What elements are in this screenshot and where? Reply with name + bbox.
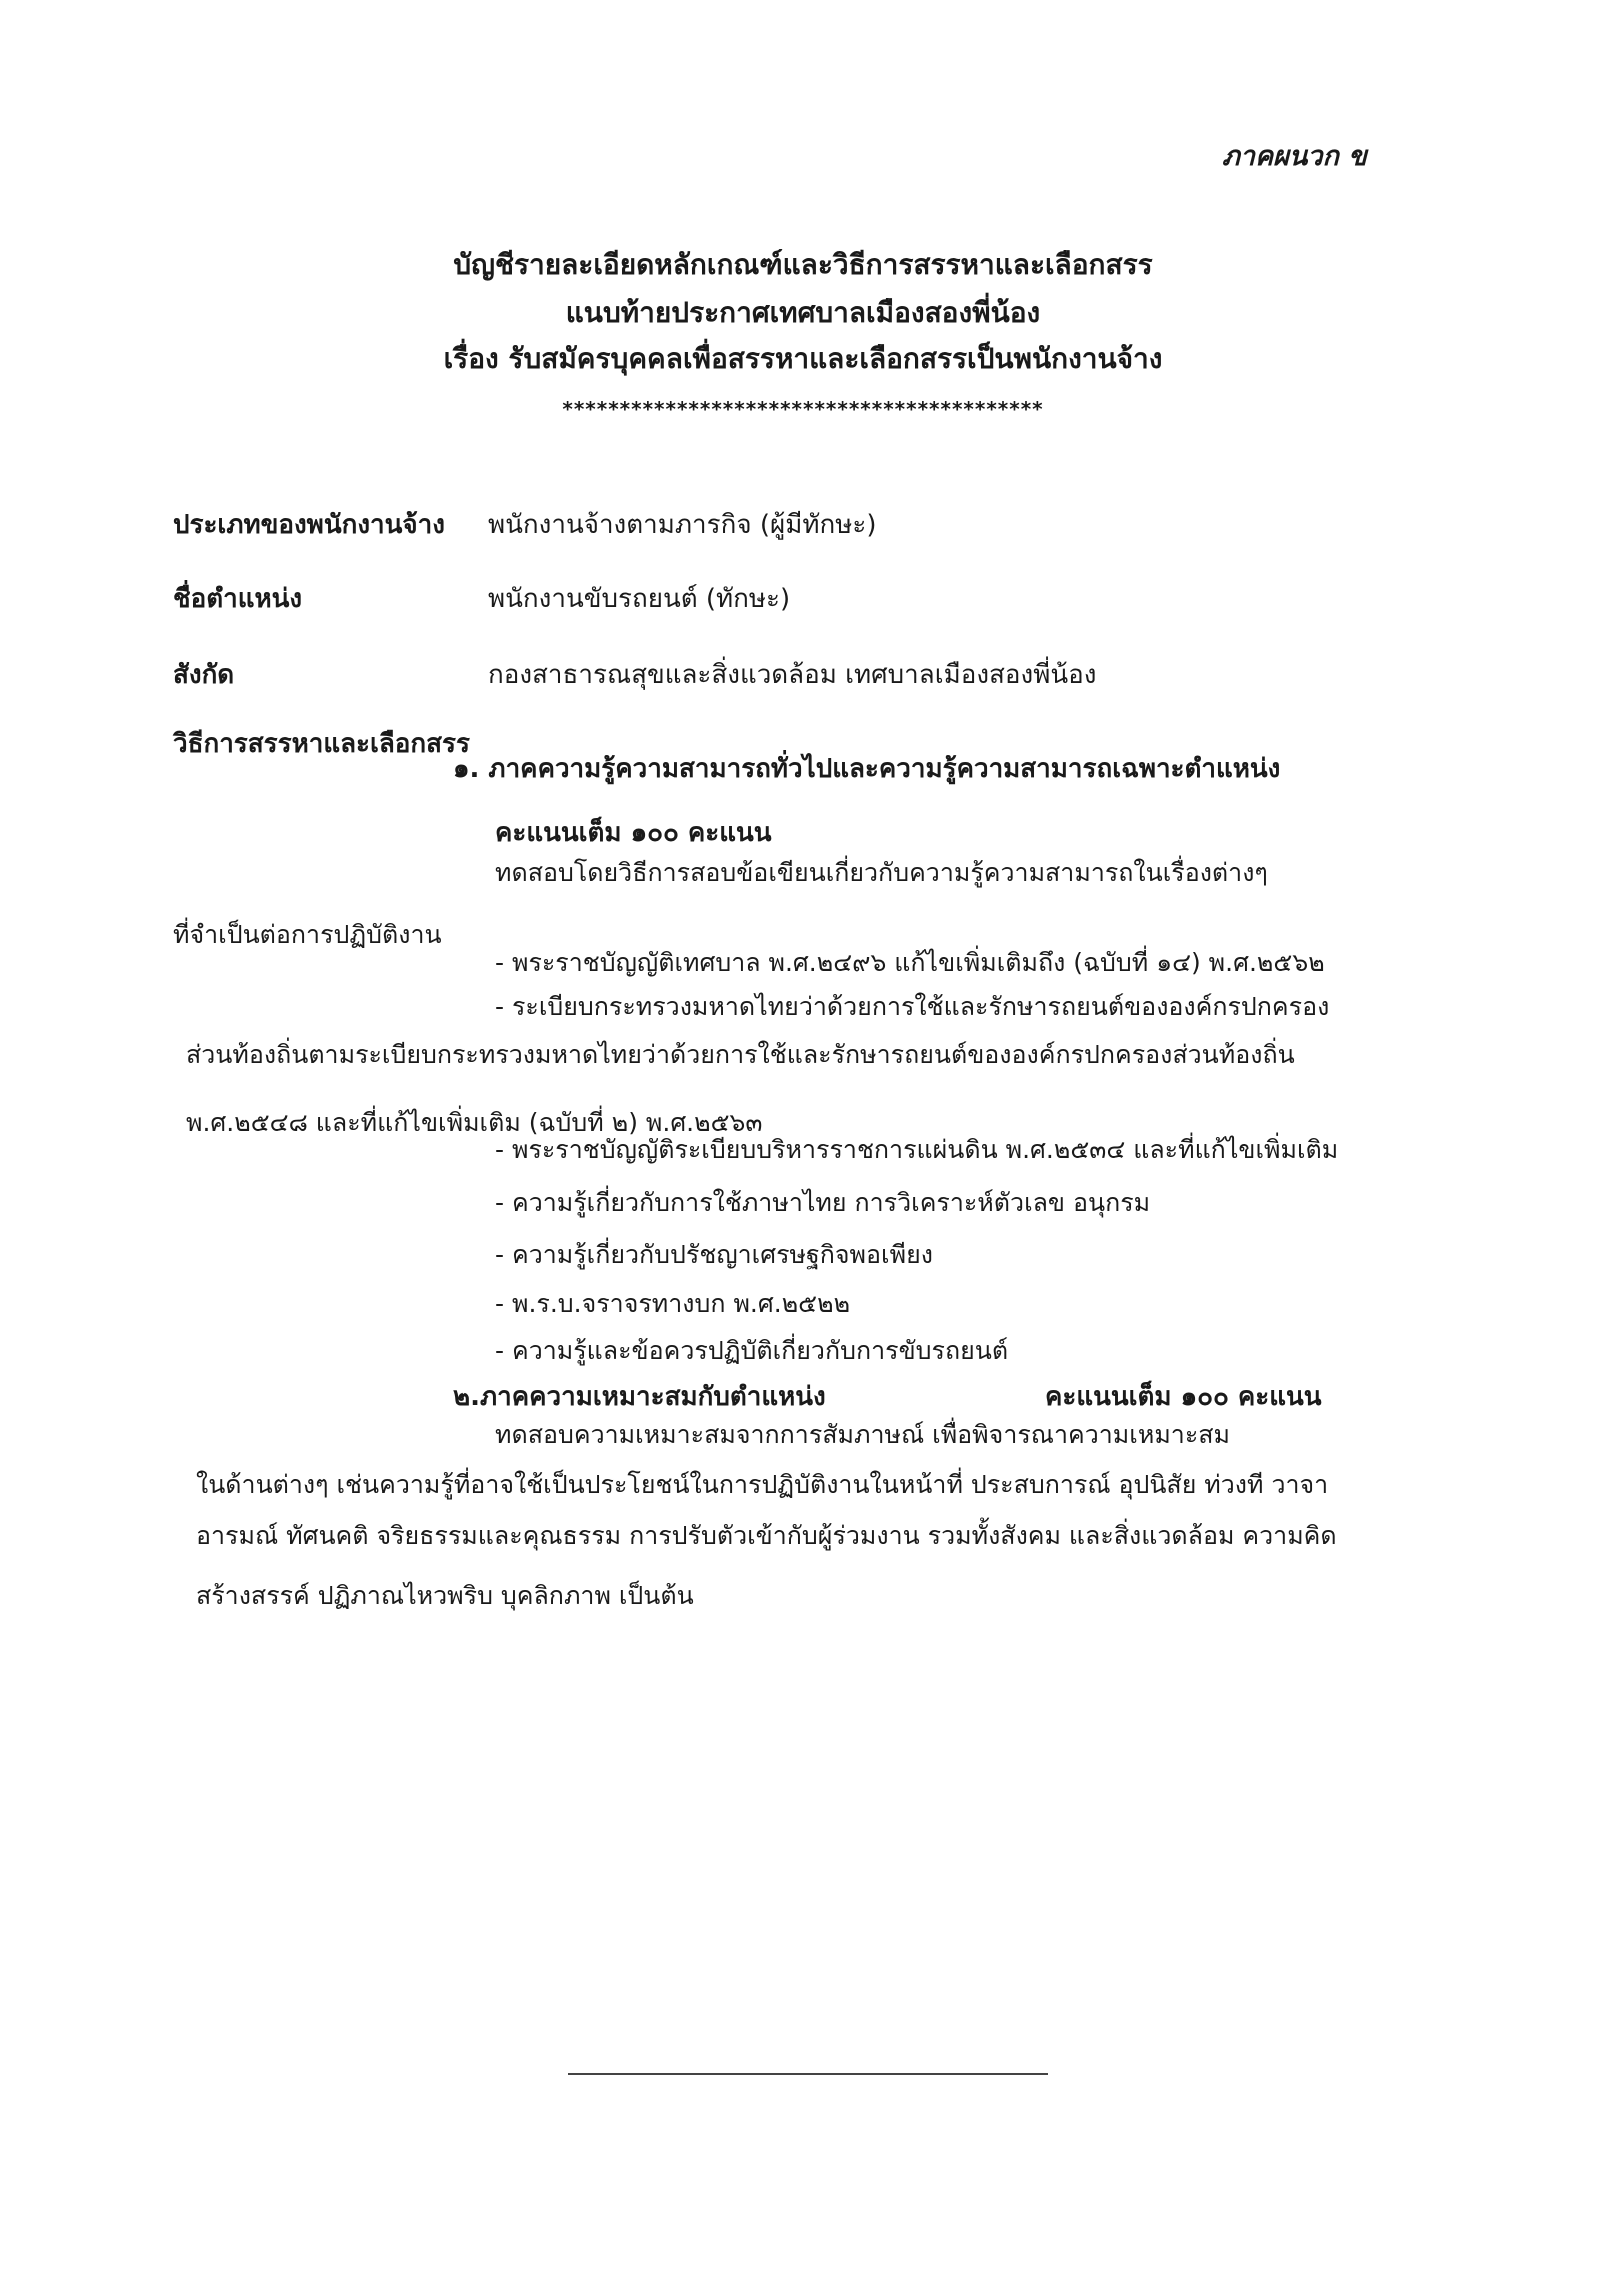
document-title-line1: บัญชีรายละเอียดหลักเกณฑ์และวิธีการสรรหาและเลือกสรร [453,248,1153,281]
section2-paragraph-line: สร้างสรรค์ ปฏิภาณไหวพริบ บุคลิกภาพ เป็นต้น [196,1581,694,1610]
affiliation-value: กองสาธารณสุขและสิ่งแวดล้อม เทศบาลเมืองสองพี่น้อง [488,660,1097,690]
list-item: - พ.ร.บ.จราจรทางบก พ.ศ.๒๕๒๒ [495,1289,851,1318]
section2-paragraph-line: อารมณ์ ทัศนคติ จริยธรรมและคุณธรรม การปรับตัวเข้ากับผู้ร่วมงาน รวมทั้งสังคม และสิ่งแวดล้อม ความคิด [196,1521,1337,1550]
position-value: พนักงานขับรถยนต์ (ทักษะ) [488,584,791,614]
section2-paragraph-line: ในด้านต่างๆ เช่นความรู้ที่อาจใช้เป็นประโยชน์ในการปฏิบัติงานในหน้าที่ ประสบการณ์ อุปนิสัย ท่วงที วาจา [196,1470,1329,1499]
position-label: ชื่อตำแหน่ง [173,584,303,614]
list-item: - ความรู้เกี่ยวกับปรัชญาเศรษฐกิจพอเพียง [495,1240,933,1269]
title-separator: ****************************************** [562,397,1044,421]
list-item-continuation: พ.ศ.๒๕๔๘ และที่แก้ไขเพิ่มเติม (ฉบับที่ ๒) พ.ศ.๒๕๖๓ [186,1108,763,1137]
list-item: - พระราชบัญญัติเทศบาล พ.ศ.๒๔๙๖ แก้ไขเพิ่มเติมถึง (ฉบับที่ ๑๔) พ.ศ.๒๕๖๒ [495,948,1325,977]
employee-type-label: ประเภทของพนักงานจ้าง [173,510,445,540]
employee-type-value: พนักงานจ้างตามภารกิจ (ผู้มีทักษะ) [488,510,877,540]
end-divider [568,2073,1048,2075]
section1-heading: ๑. ภาคความรู้ความสามารถทั่วไปและความรู้ความสามารถเฉพาะตำแหน่ง [453,754,1281,784]
section2-paragraph-line: ทดสอบความเหมาะสมจากการสัมภาษณ์ เพื่อพิจารณาความเหมาะสม [495,1420,1230,1449]
list-item: - ความรู้และข้อควรปฏิบัติเกี่ยวกับการขับรถยนต์ [495,1336,1009,1365]
section1-score: คะแนนเต็ม ๑๐๐ คะแนน [495,818,772,848]
list-item: - ระเบียบกระทรวงมหาดไทยว่าด้วยการใช้และรักษารถยนต์ขององค์กรปกครอง [495,992,1330,1021]
list-item-continuation: ส่วนท้องถิ่นตามระเบียบกระทรวงมหาดไทยว่าด้วยการใช้และรักษารถยนต์ขององค์กรปกครองส่วนท้องถิ่น [186,1040,1295,1069]
section1-intro-line1: ทดสอบโดยวิธีการสอบข้อเขียนเกี่ยวกับความรู้ความสามารถในเรื่องต่างๆ [495,858,1268,887]
document-title-line2: แนบท้ายประกาศเทศบาลเมืองสองพี่น้อง [565,296,1041,329]
document-title-line3: เรื่อง รับสมัครบุคคลเพื่อสรรหาและเลือกสรรเป็นพนักงานจ้าง [443,342,1163,375]
method-label: วิธีการสรรหาและเลือกสรร [173,729,470,759]
section2-heading: ๒.ภาคความเหมาะสมกับตำแหน่ง [453,1382,826,1412]
section2-score: คะแนนเต็ม ๑๐๐ คะแนน [1045,1382,1322,1412]
list-item: - พระราชบัญญัติระเบียบบริหารราชการแผ่นดิน พ.ศ.๒๕๓๔ และที่แก้ไขเพิ่มเติม [495,1135,1339,1164]
list-item: - ความรู้เกี่ยวกับการใช้ภาษาไทย การวิเคราะห์ตัวเลข อนุกรม [495,1188,1151,1217]
affiliation-label: สังกัด [173,660,235,690]
section1-intro-line2: ที่จำเป็นต่อการปฏิบัติงาน [173,920,442,949]
appendix-label: ภาคผนวก ข [1222,141,1367,172]
